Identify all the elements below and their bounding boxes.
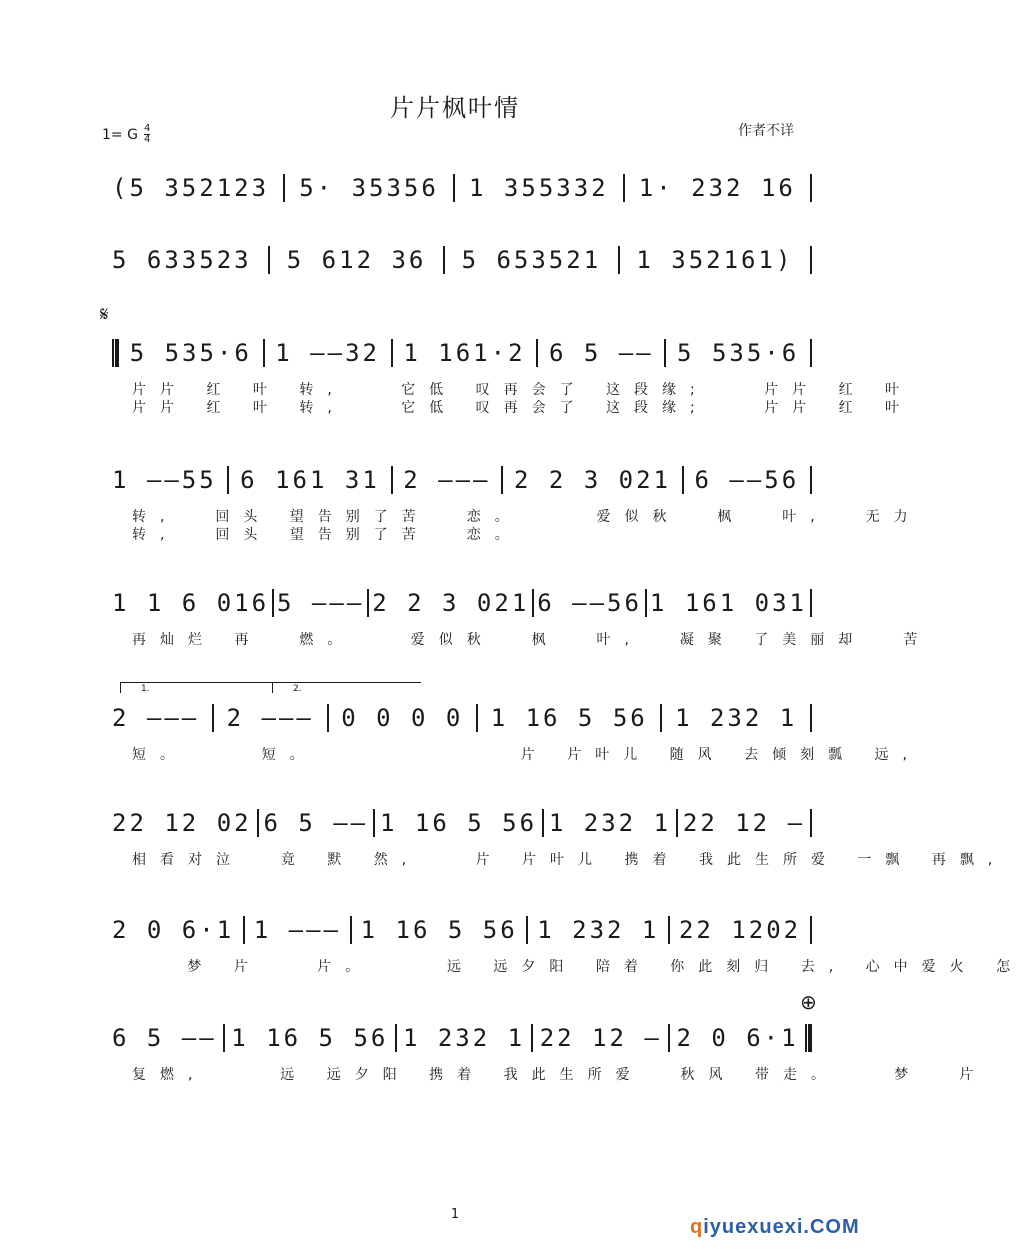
measure: 6 161 31 — [240, 466, 380, 494]
measure: 2 ——— — [112, 704, 200, 732]
barline — [810, 174, 812, 202]
volta-first: 1. — [120, 682, 291, 693]
barline — [283, 174, 285, 202]
measure: 1 232 1 — [675, 704, 798, 732]
measure: 22 1202 — [678, 916, 802, 944]
barline — [257, 809, 259, 837]
notes-line — [112, 242, 812, 278]
measure: 6 ——56 — [537, 589, 642, 617]
measure: 2 ——— — [226, 704, 314, 732]
lyrics-line: 片片 红 叶 转, 它低 叹再会了 这段缘; 片片 红 叶 — [132, 400, 914, 416]
measure: 1 ——32 — [275, 339, 380, 367]
measure: 6 5 —— — [112, 1024, 217, 1052]
time-signature: $\frac{4}{4}$ — [143, 123, 151, 145]
measure: 22 12 — — [682, 809, 806, 837]
measure: 1 232 1 — [548, 809, 672, 837]
author-label: 作者不详 — [738, 123, 794, 139]
measure: 22 12 02 — [112, 809, 252, 837]
coda-sign: ⊕ — [800, 990, 817, 1014]
barline — [350, 916, 352, 944]
score-row — [112, 170, 812, 206]
measure: 6 5 —— — [263, 809, 369, 837]
barline — [443, 246, 445, 274]
score-row — [112, 700, 922, 763]
key-label: 1= G — [102, 126, 138, 143]
measure: 5· 35356 — [299, 174, 439, 202]
measure: 6 5 —— — [548, 339, 654, 367]
notes-line — [112, 335, 812, 371]
score-row — [112, 805, 1007, 868]
barline — [268, 246, 270, 274]
barline — [668, 1024, 670, 1052]
barline — [272, 589, 274, 617]
measure: 1 232 1 — [537, 916, 660, 944]
barline — [367, 589, 369, 617]
barline — [263, 339, 265, 367]
barline — [645, 589, 647, 617]
barline — [531, 1024, 533, 1052]
measure: 1 16 5 56 — [490, 704, 648, 732]
barline — [810, 246, 812, 274]
notes-line — [112, 805, 812, 841]
measure: 1 ——55 — [112, 466, 217, 494]
notes-line — [112, 462, 812, 498]
measure: 1 16 5 56 — [379, 809, 538, 837]
barline — [391, 339, 393, 367]
score-row — [112, 912, 1024, 975]
measure: 1 ——— — [253, 916, 341, 944]
barline — [243, 916, 245, 944]
final-barline — [805, 1024, 812, 1052]
barline — [810, 809, 812, 837]
barline — [682, 466, 684, 494]
notes-line — [112, 700, 812, 736]
score-row — [112, 242, 812, 278]
score-row — [112, 335, 914, 416]
barline — [526, 916, 528, 944]
song-title: 片片枫叶情 — [390, 94, 520, 122]
notes-line — [112, 1020, 812, 1056]
measure: 5 633523 — [112, 246, 252, 274]
barline — [223, 1024, 225, 1052]
score-row — [112, 462, 922, 543]
lyrics-line: 复燃, 远 远夕阳 携着 我此生所爱 秋风 带走。 梦 片 — [132, 1067, 988, 1083]
barline — [327, 704, 329, 732]
lyrics-line: 转, 回头 望告别了苦 恋。 — [132, 527, 523, 543]
barline — [501, 466, 503, 494]
lyrics-line: 短。 短。 片 片叶儿 随风 去倾刻瓢 远, — [132, 747, 922, 763]
measure: 1 16 5 56 — [360, 916, 518, 944]
measure: 1 232 1 — [402, 1024, 526, 1052]
measure: 5 612 36 — [286, 246, 427, 274]
barline — [453, 174, 455, 202]
measure: 2 2 3 021 — [513, 466, 671, 494]
measure: 2 2 3 021 — [372, 589, 530, 617]
barline — [676, 809, 678, 837]
measure: (5 352123 — [112, 174, 270, 202]
measure: 5 535·6 — [677, 339, 800, 367]
barline — [212, 704, 214, 732]
barline — [542, 809, 544, 837]
measure: 1 355332 — [469, 174, 609, 202]
measure: 6 ——56 — [694, 466, 800, 494]
notes-line — [112, 912, 812, 948]
score-row — [112, 1020, 988, 1083]
barline — [618, 246, 620, 274]
measure: 1 1 6 016 — [112, 589, 270, 617]
barline — [623, 174, 625, 202]
lyrics-line: 片片 红 叶 转, 它低 叹再会了 这段缘; 片片 红 叶 — [132, 382, 914, 398]
barline — [664, 339, 666, 367]
measure: 5 653521 — [461, 246, 602, 274]
barline — [660, 704, 662, 732]
barline — [810, 339, 812, 367]
measure: 5 ——— — [277, 589, 365, 617]
measure: 5 535·6 — [129, 339, 252, 367]
barline — [536, 339, 538, 367]
lyrics-line: 相看对泣 竟 默 然, 片 片叶儿 携着 我此生所爱 一飘 再飘, — [132, 852, 1007, 868]
barline — [391, 466, 393, 494]
barline — [227, 466, 229, 494]
measure: 1 352161) — [636, 246, 794, 274]
barline — [810, 466, 812, 494]
barline — [532, 589, 534, 617]
key-signature — [102, 124, 150, 145]
barline — [373, 809, 375, 837]
notes-line — [112, 585, 812, 621]
measure: 1· 232 16 — [638, 174, 796, 202]
segno-sign: 𝄋 — [100, 302, 109, 326]
lyrics-line: 再灿烂 再 燃。 爱似秋 枫 叶, 凝聚 了美丽却 苦 — [132, 632, 932, 648]
measure: 22 12 — — [539, 1024, 662, 1052]
lyrics-line: 转, 回头 望告别了苦 恋。 爱似秋 枫 叶, 无力 — [132, 509, 922, 525]
measure: 2 0 6·1 — [112, 916, 235, 944]
page-number: 1 — [450, 1207, 460, 1222]
volta-second: 2. — [272, 682, 421, 693]
score-row — [112, 585, 932, 648]
measure: 2 0 6·1 — [676, 1024, 799, 1052]
measure: 0 0 0 0 — [341, 704, 464, 732]
measure: 1 161·2 — [403, 339, 526, 367]
measure: 2 ——— — [403, 466, 491, 494]
lyrics-line: 梦 片 片。 远 远夕阳 陪着 你此刻归 去, 心中爱火 怎 — [132, 959, 1024, 975]
watermark: qiyuexuexi.COM — [690, 1216, 860, 1238]
barline — [395, 1024, 397, 1052]
barline — [476, 704, 478, 732]
barline — [810, 916, 812, 944]
measure: 1 16 5 56 — [231, 1024, 389, 1052]
barline — [810, 589, 812, 617]
barline — [668, 916, 670, 944]
barline — [810, 704, 812, 732]
measure: 1 161 031 — [649, 589, 807, 617]
repeat-start-barline — [112, 339, 119, 367]
notes-line — [112, 170, 812, 206]
